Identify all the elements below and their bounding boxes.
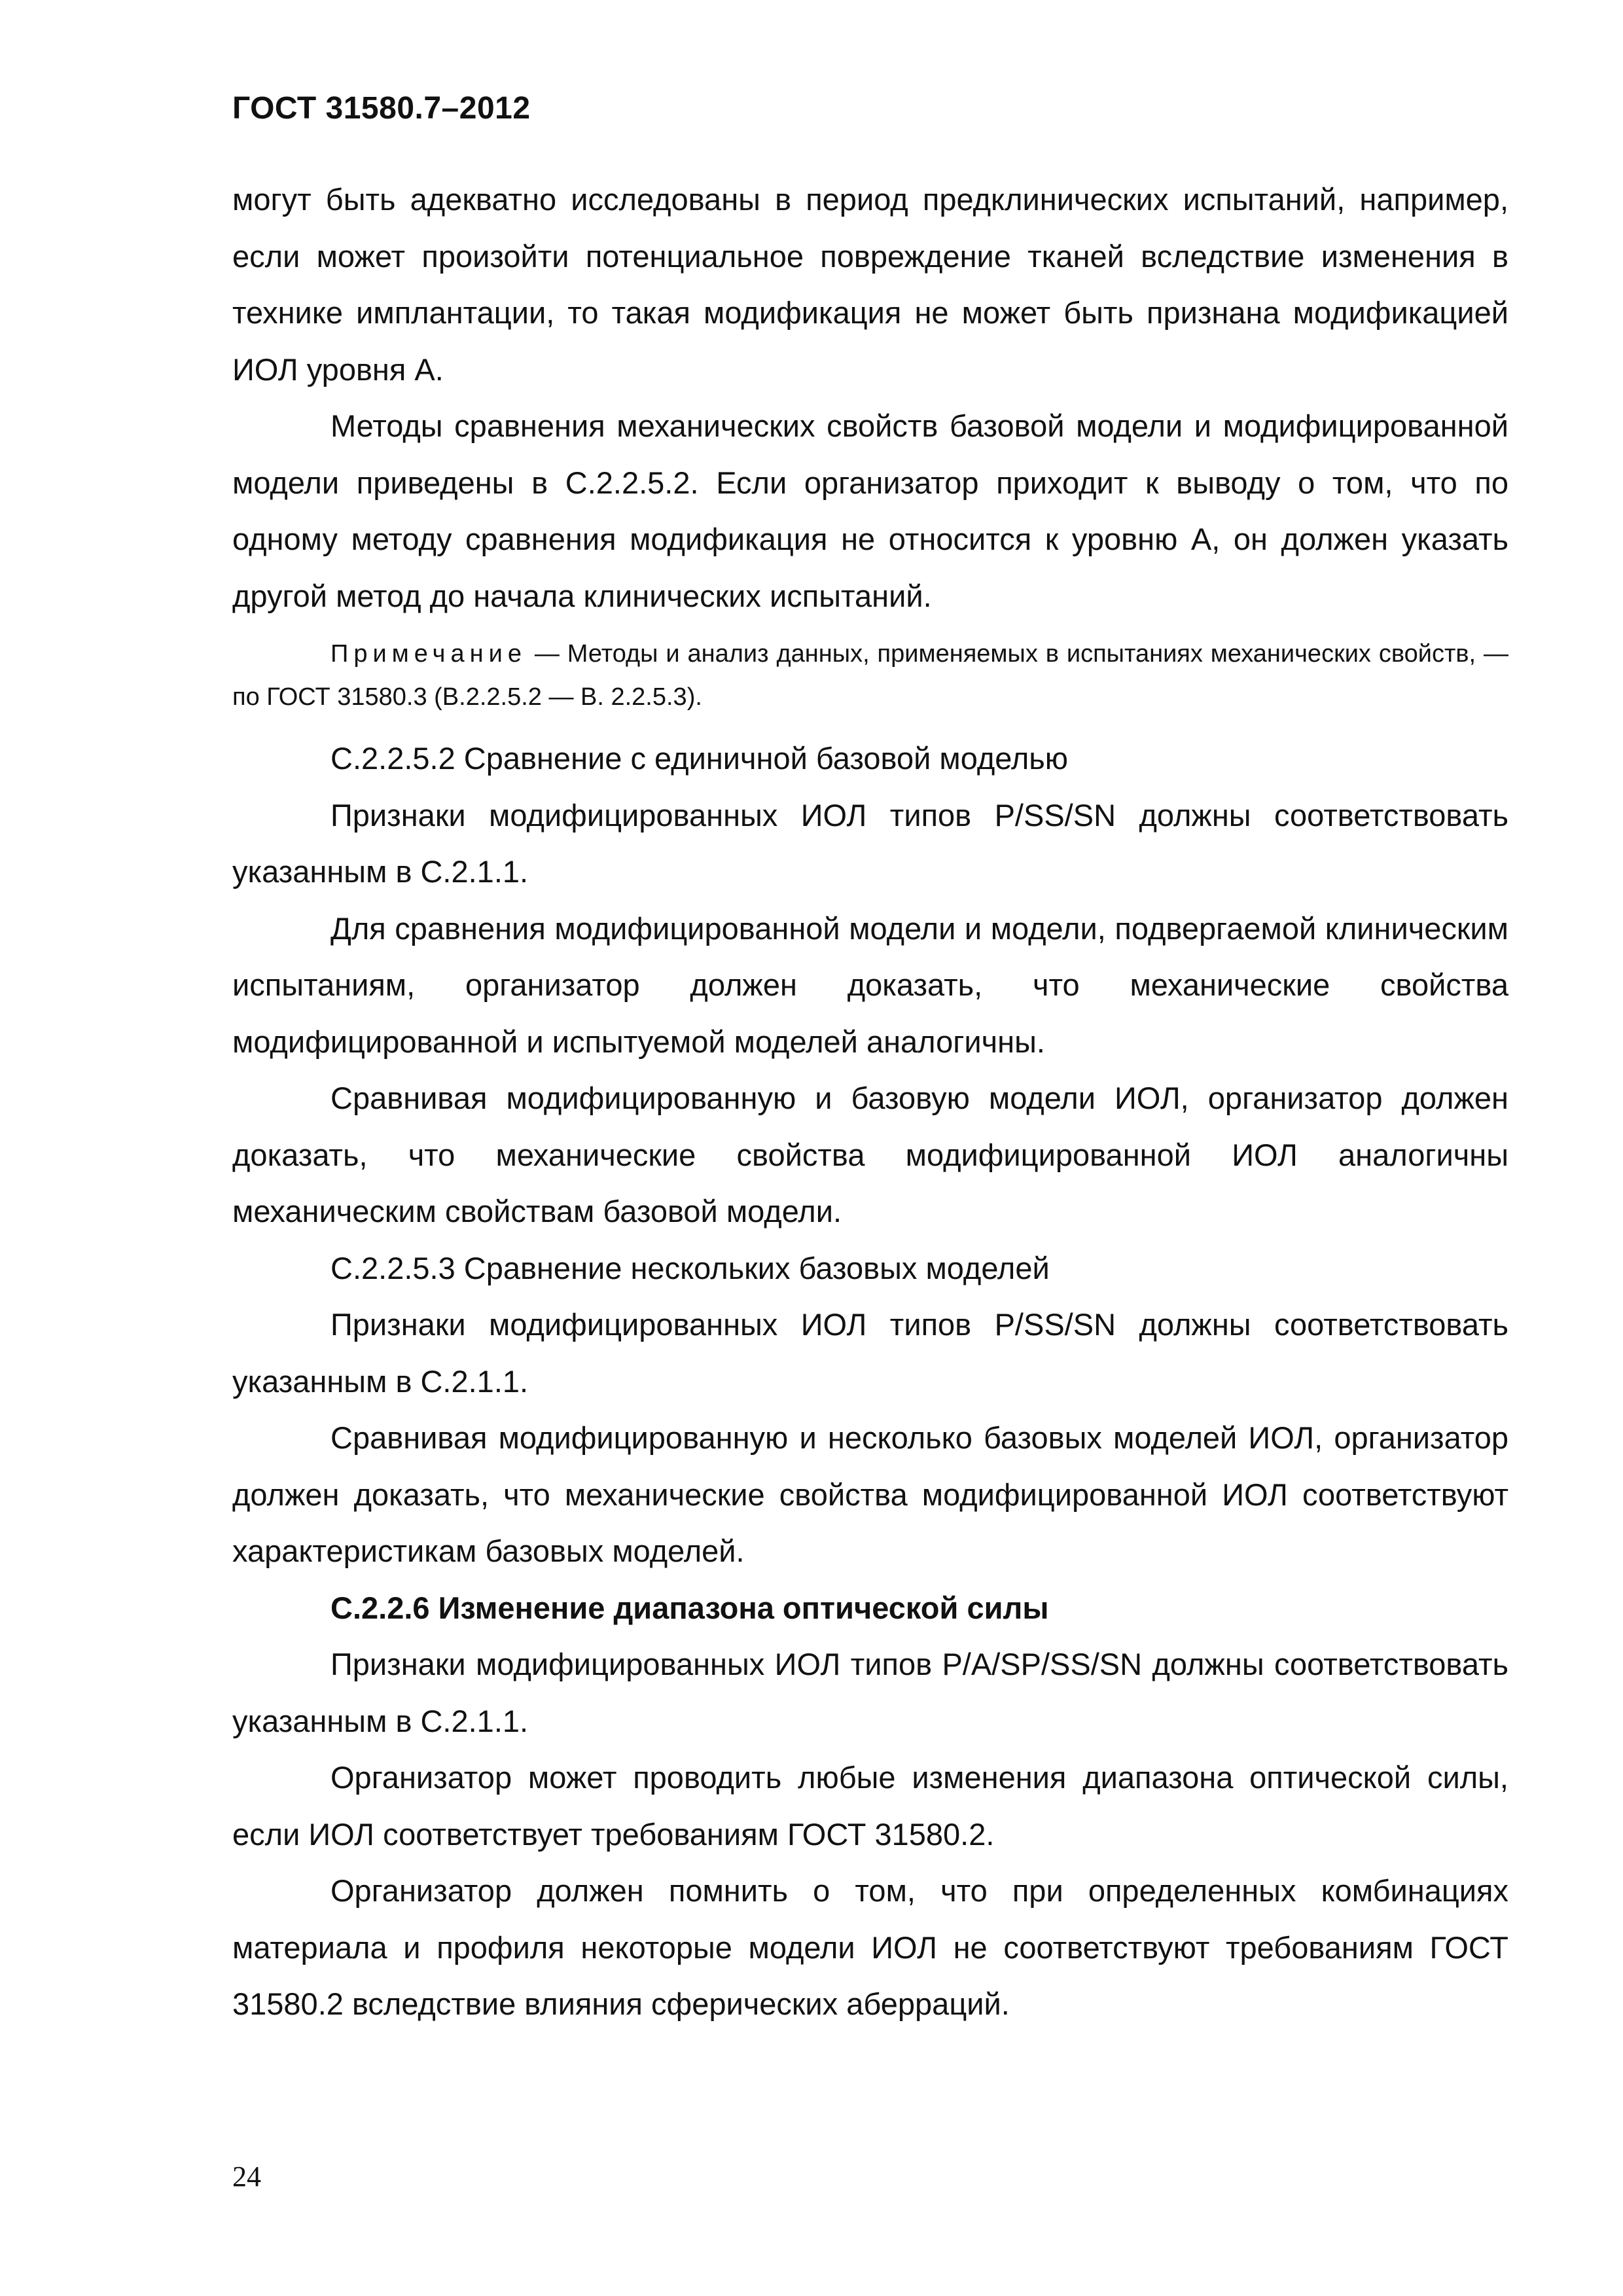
paragraph-continuation: могут быть адекватно исследованы в период предклинических испытаний, например, если может произойти потенциальное повреждение тканей вследствие изменения в технике имплантации, то такая модификация не может быть признана модификацией ИОЛ уровня А.	[232, 182, 1508, 387]
paragraph-comparison-methods: Методы сравнения механических свойств базовой модели и модифицированной модели приведены в С.2.2.5.2. Если организатор приходит к выводу о том, что по одному методу сравнения модификация не относится к уровню А, он должен указать другой метод до начала клинических испытаний.	[232, 408, 1508, 613]
standard-header: ГОСТ 31580.7–2012	[232, 91, 531, 126]
document-body	[232, 171, 1508, 2033]
paragraph-base-comparison: Сравнивая модифицированную и базовую модели ИОЛ, организатор должен доказать, что механические свойства модифицированной ИОЛ аналогичны механическим свойствам базовой модели.	[232, 1081, 1508, 1229]
section-heading-c2252: С.2.2.5.2 Сравнение с единичной базовой моделью	[330, 741, 1069, 776]
paragraph-multiple-base-comparison: Сравнивая модифицированную и несколько базовых моделей ИОЛ, организатор должен доказать, что механические свойства модифицированной ИОЛ соответствуют характеристикам базовых моделей.	[232, 1420, 1508, 1568]
paragraph-clinical-comparison: Для сравнения модифицированной модели и модели, подвергаемой клиническим испытаниям, организатор должен доказать, что механические свойства модифицированной и испытуемой моделей аналогичны.	[232, 910, 1508, 1059]
paragraph-power-range-changes: Организатор может проводить любые изменения диапазона оптической силы, если ИОЛ соответствует требованиям ГОСТ 31580.2.	[232, 1760, 1508, 1852]
page-number: 24	[232, 2161, 261, 2193]
paragraph-types-p-ss-sn-1: Признаки модифицированных ИОЛ типов P/SS/SN должны соответствовать указанным в С.2.1.1.	[232, 797, 1508, 889]
paragraph-types-p-ss-sn-2: Признаки модифицированных ИОЛ типов P/SS/SN должны соответствовать указанным в С.2.1.1.	[232, 1307, 1508, 1399]
paragraph-types-p-a-sp-ss-sn: Признаки модифицированных ИОЛ типов P/A/SP/SS/SN должны соответствовать указанным в С.2.1.1.	[232, 1647, 1508, 1738]
note-label: Примечание	[330, 640, 527, 668]
section-heading-c2253: С.2.2.5.3 Сравнение нескольких базовых моделей	[330, 1250, 1050, 1285]
section-heading-c226: С.2.2.6 Изменение диапазона оптической силы	[330, 1590, 1049, 1625]
note-text: — Методы и анализ данных, применяемых в испытаниях механических свойств, — по ГОСТ 31580.3 (В.2.2.5.2 — В. 2.2.5.3).	[232, 640, 1508, 711]
paragraph-spherical-aberrations: Организатор должен помнить о том, что при определенных комбинациях материала и профиля некоторые модели ИОЛ не соответствуют требованиям ГОСТ 31580.2 вследствие влияния сферических аберраций.	[232, 1873, 1508, 2021]
note	[232, 632, 1508, 719]
